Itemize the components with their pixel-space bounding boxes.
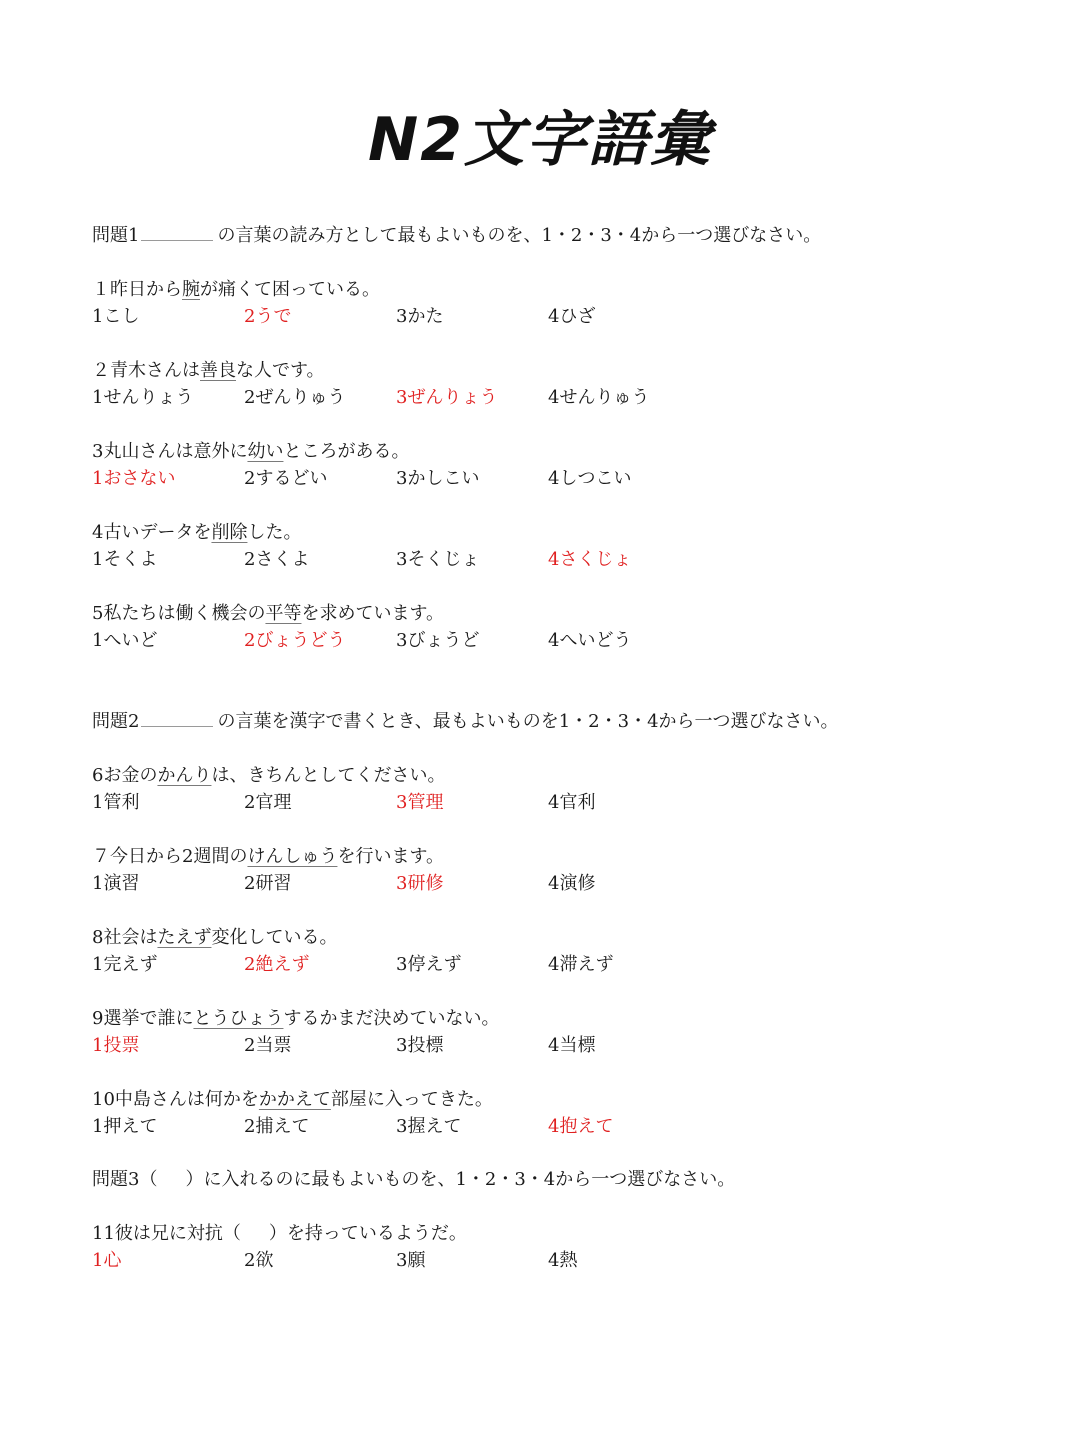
option-row — [92, 548, 792, 572]
question-target: 削除 — [211, 522, 248, 543]
answer-option-correct: 2絶えず — [244, 954, 310, 975]
answer-option-correct: 2うで — [244, 306, 292, 327]
answer-option: 2官理 — [244, 792, 292, 813]
answer-option: 4当標 — [548, 1035, 596, 1056]
question-target: 腕 — [182, 279, 200, 300]
answer-option: 4しつこい — [548, 468, 632, 489]
answer-option: 2欲 — [244, 1250, 274, 1271]
answer-option: 2当票 — [244, 1035, 292, 1056]
answer-option: 3握えて — [396, 1116, 462, 1137]
question-number: 10 — [92, 1089, 115, 1110]
question-number: １ — [92, 279, 110, 300]
section-2-instruction: の言葉を漢字で書くとき、最もよいものを1・2・3・4から一つ選びなさい。 — [217, 711, 839, 732]
answer-option: 1完えず — [92, 954, 158, 975]
question-pre: 中島さんは何かを — [114, 1089, 259, 1110]
answer-option: 1こし — [92, 306, 140, 327]
question-target: かかえて — [258, 1089, 331, 1110]
question-text — [92, 845, 444, 869]
answer-option: 1そくよ — [92, 549, 158, 570]
question-target: 幼い — [247, 441, 284, 462]
answer-option: 3停えず — [396, 954, 462, 975]
section-1-heading — [92, 224, 821, 248]
answer-option-correct: 2びょうどう — [244, 630, 346, 651]
answer-option: 3そくじょ — [396, 549, 480, 570]
question-number: 11 — [92, 1223, 115, 1244]
answer-option: 1せんりょう — [92, 387, 194, 408]
question-target: とうひょう — [193, 1008, 284, 1029]
option-row — [92, 1034, 792, 1058]
question-post: ところがある。 — [283, 441, 410, 462]
answer-option: 4滞えず — [548, 954, 614, 975]
answer-option: 1押えて — [92, 1116, 158, 1137]
option-row — [92, 305, 792, 329]
option-row — [92, 386, 792, 410]
section-3-instruction: ）に入れるのに最もよいものを、1・2・3・4から一つ選びなさい。 — [185, 1169, 736, 1190]
question-target: けんしゅう — [247, 846, 338, 867]
question-post: が痛くて困っている。 — [200, 279, 380, 300]
answer-option-correct: 3研修 — [396, 873, 444, 894]
section-1-instruction: の言葉の読み方として最もよいものを、1・2・3・4から一つ選びなさい。 — [217, 225, 822, 246]
section-2-label: 問題2 — [92, 711, 140, 732]
question-text — [92, 521, 301, 545]
question-number: 5 — [92, 603, 104, 624]
question-pre: 青木さんは — [110, 360, 200, 381]
question-number: 3 — [92, 441, 104, 462]
question-text — [92, 1222, 467, 1246]
question-number: 9 — [92, 1008, 104, 1029]
answer-option-correct: 4さくじょ — [548, 549, 632, 570]
question-text — [92, 440, 409, 464]
question-post: な人です。 — [236, 360, 325, 381]
question-number: ７ — [92, 846, 110, 867]
answer-option: 3かしこい — [396, 468, 480, 489]
section-1-label: 問題1 — [92, 225, 140, 246]
answer-option: 4熱 — [548, 1250, 578, 1271]
question-pre: お金の — [103, 765, 158, 786]
answer-option: 4演修 — [548, 873, 596, 894]
answer-option: 2さくよ — [244, 549, 310, 570]
question-pre: 今日から2週間の — [110, 846, 248, 867]
option-row — [92, 1249, 792, 1273]
answer-option: 3かた — [396, 306, 444, 327]
answer-option-correct: 1おさない — [92, 468, 176, 489]
answer-option: 3願 — [396, 1250, 426, 1271]
answer-option: 4官利 — [548, 792, 596, 813]
option-row — [92, 467, 792, 491]
question-post: を求めています。 — [301, 603, 445, 624]
question-pre: 昨日から — [110, 279, 182, 300]
question-post: 部屋に入ってきた。 — [330, 1089, 493, 1110]
option-row — [92, 629, 792, 653]
question-text — [92, 359, 325, 383]
underline-blank — [141, 224, 213, 241]
question-target: 平等 — [265, 603, 302, 624]
question-text — [92, 1088, 493, 1112]
question-target: たえず — [157, 927, 212, 948]
question-pre: 古いデータを — [103, 522, 212, 543]
question-post: は、きちんとしてください。 — [211, 765, 446, 786]
question-text — [92, 926, 337, 950]
underline-blank — [141, 710, 213, 727]
answer-option: 2するどい — [244, 468, 328, 489]
question-post: 変化している。 — [211, 927, 338, 948]
answer-option: 4せんりゅう — [548, 387, 650, 408]
option-row — [92, 791, 792, 815]
question-text — [92, 1007, 499, 1031]
question-pre: 選挙で誰に — [103, 1008, 194, 1029]
question-number: 6 — [92, 765, 104, 786]
option-row — [92, 1115, 792, 1139]
question-number: 4 — [92, 522, 104, 543]
answer-option: 2ぜんりゅう — [244, 387, 346, 408]
question-text — [92, 764, 445, 788]
question-pre: 彼は兄に対抗（ — [114, 1223, 241, 1244]
answer-option: 4ひざ — [548, 306, 596, 327]
question-text — [92, 278, 380, 302]
answer-option: 2研習 — [244, 873, 292, 894]
answer-option: 3投標 — [396, 1035, 444, 1056]
question-text — [92, 602, 444, 626]
answer-option: 1演習 — [92, 873, 140, 894]
answer-option: 1管利 — [92, 792, 140, 813]
question-post: するかまだ決めていない。 — [283, 1008, 500, 1029]
answer-option: 2捕えて — [244, 1116, 310, 1137]
option-row — [92, 872, 792, 896]
section-3-label: 問題3（ — [92, 1169, 158, 1190]
question-target: 善良 — [200, 360, 236, 381]
answer-option: 1へいど — [92, 630, 158, 651]
question-pre: 丸山さんは意外に — [103, 441, 248, 462]
answer-option-correct: 1投票 — [92, 1035, 140, 1056]
answer-option-correct: 3ぜんりょう — [396, 387, 498, 408]
section-2-heading — [92, 710, 839, 734]
question-post: ）を持っているようだ。 — [268, 1223, 467, 1244]
question-number: 8 — [92, 927, 104, 948]
option-row — [92, 953, 792, 977]
page-title: N2文字語彙 — [368, 105, 712, 175]
answer-option-correct: 1心 — [92, 1250, 122, 1271]
answer-option: 3びょうど — [396, 630, 480, 651]
answer-option-correct: 4抱えて — [548, 1116, 614, 1137]
question-post: した。 — [247, 522, 302, 543]
question-pre: 私たちは働く機会の — [103, 603, 266, 624]
question-target: かんり — [157, 765, 212, 786]
question-pre: 社会は — [103, 927, 158, 948]
section-3-heading — [92, 1168, 735, 1192]
question-post: を行います。 — [337, 846, 445, 867]
question-number: ２ — [92, 360, 110, 381]
answer-option: 4へいどう — [548, 630, 632, 651]
answer-option-correct: 3管理 — [396, 792, 444, 813]
